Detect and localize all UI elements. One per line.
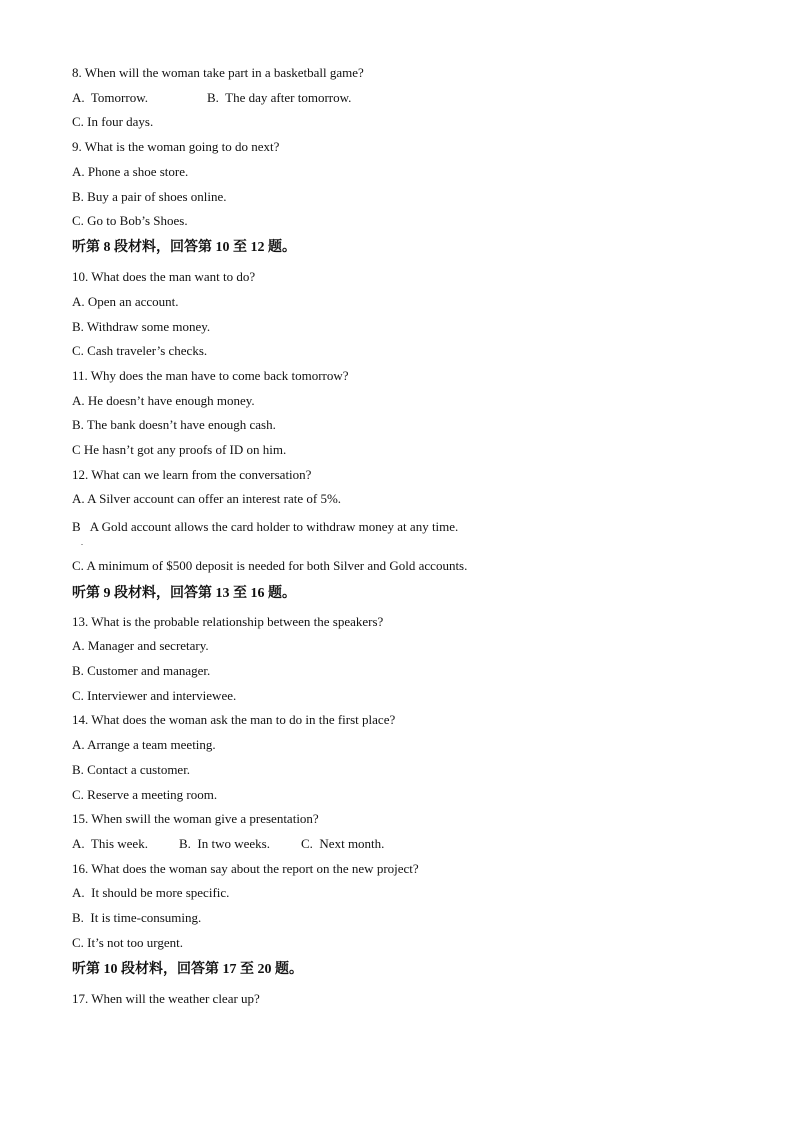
q13-option-b: B. Customer and manager.	[72, 663, 211, 678]
question-15: 15. When swill the woman give a presentation?	[72, 811, 319, 826]
q15-option-b: B. In two weeks.	[179, 836, 270, 851]
q16-option-b: B. It is time-consuming.	[72, 910, 202, 925]
question-11: 11. Why does the man have to come back tomorrow?	[72, 368, 349, 383]
stray-mark: .	[81, 538, 83, 547]
q10-option-b: B. Withdraw some money.	[72, 319, 211, 334]
q9-option-a: A. Phone a shoe store.	[72, 164, 189, 179]
question-9: 9. What is the woman going to do next?	[72, 139, 280, 154]
q8-option-b: B. The day after tomorrow.	[207, 90, 352, 105]
question-10: 10. What does the man want to do?	[72, 269, 256, 284]
section-heading-10: 听第 10 段材料，回答第 17 至 20 题。	[72, 962, 303, 977]
q14-option-c: C. Reserve a meeting room.	[72, 787, 218, 802]
question-8: 8. When will the woman take part in a basketball game?	[72, 65, 364, 80]
q12-option-c: C. A minimum of $500 deposit is needed for both Silver and Gold accounts.	[72, 558, 468, 573]
q13-option-c: C. Interviewer and interviewee.	[72, 688, 237, 703]
question-13: 13. What is the probable relationship between the speakers?	[72, 614, 384, 629]
q16-option-c: C. It’s not too urgent.	[72, 935, 183, 950]
section-heading-9: 听第 9 段材料，回答第 13 至 16 题。	[72, 586, 296, 601]
q9-option-b: B. Buy a pair of shoes online.	[72, 189, 227, 204]
q16-option-a: A. It should be more specific.	[72, 885, 230, 900]
question-12: 12. What can we learn from the conversation?	[72, 467, 312, 482]
q11-option-a: A. He doesn’t have enough money.	[72, 393, 255, 408]
q15-option-a: A. This week.	[72, 836, 148, 851]
q8-option-a: A. Tomorrow.	[72, 90, 149, 105]
q11-option-b: B. The bank doesn’t have enough cash.	[72, 417, 276, 432]
section-heading-8: 听第 8 段材料，回答第 10 至 12 题。	[72, 240, 296, 255]
q14-option-b: B. Contact a customer.	[72, 762, 191, 777]
q12-option-b: B A Gold account allows the card holder to withdraw money at any time.	[72, 519, 459, 534]
q13-option-a: A. Manager and secretary.	[72, 638, 209, 653]
q11-option-c: C He hasn’t got any proofs of ID on him.	[72, 442, 287, 457]
q10-option-c: C. Cash traveler’s checks.	[72, 343, 208, 358]
q14-option-a: A. Arrange a team meeting.	[72, 737, 216, 752]
q10-option-a: A. Open an account.	[72, 294, 179, 309]
question-14: 14. What does the woman ask the man to do in the first place?	[72, 712, 396, 727]
q8-option-c: C. In four days.	[72, 114, 154, 129]
q9-option-c: C. Go to Bob’s Shoes.	[72, 213, 188, 228]
q12-option-a: A. A Silver account can offer an interest rate of 5%.	[72, 491, 342, 506]
question-17: 17. When will the weather clear up?	[72, 991, 260, 1006]
q15-option-c: C. Next month.	[301, 836, 385, 851]
question-16: 16. What does the woman say about the report on the new project?	[72, 861, 419, 876]
